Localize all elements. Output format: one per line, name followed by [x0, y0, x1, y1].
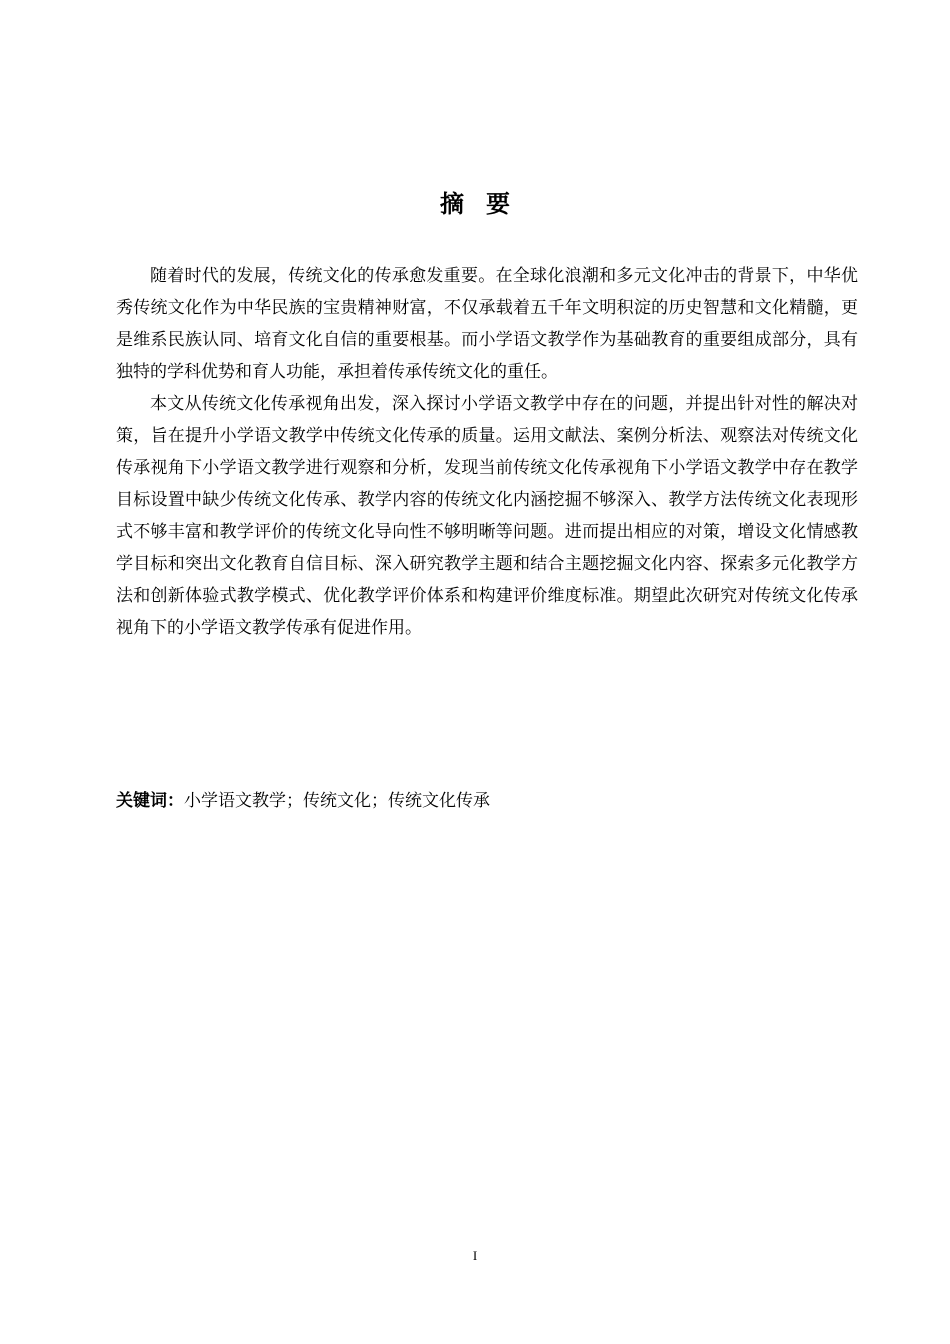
page-number: I: [472, 1248, 478, 1263]
keywords-label: 关键词：: [116, 791, 184, 811]
abstract-paragraph-1: 随着时代的发展，传统文化的传承愈发重要。在全球化浪潮和多元文化冲击的背景下，中华优秀传统文化作为中华民族的宝贵精神财富，不仅承载着五千年文明积淀的历史智慧和文化精髓，更是维系民族认同、培育文化自信的重要根基。而小学语文教学作为基础教育的重要组成部分，具有独特的学科优势和育人功能，承担着传承传统文化的重任。: [116, 266, 858, 382]
keywords-list: 小学语文教学；传统文化；传统文化传承: [184, 791, 490, 811]
keywords-line: [116, 785, 858, 817]
abstract-body: [116, 260, 858, 644]
abstract-paragraph-2: 本文从传统文化传承视角出发，深入探讨小学语文教学中存在的问题，并提出针对性的解决对策，旨在提升小学语文教学中传统文化传承的质量。运用文献法、案例分析法、观察法对传统文化传承视角下小学语文教学进行观察和分析，发现当前传统文化传承视角下小学语文教学中存在教学目标设置中缺少传统文化传承、教学内容的传统文化内涵挖掘不够深入、教学方法传统文化表现形式不够丰富和教学评价的传统文化导向性不够明晰等问题。进而提出相应的对策，增设文化情感教学目标和突出文化教育自信目标、深入研究教学主题和结合主题挖掘文化内容、探索多元化教学方法和创新体验式教学模式、优化教学评价体系和构建评价维度标准。期望此次研究对传统文化传承视角下的小学语文教学传承有促进作用。: [116, 394, 858, 638]
abstract-title: 摘要: [440, 190, 532, 218]
